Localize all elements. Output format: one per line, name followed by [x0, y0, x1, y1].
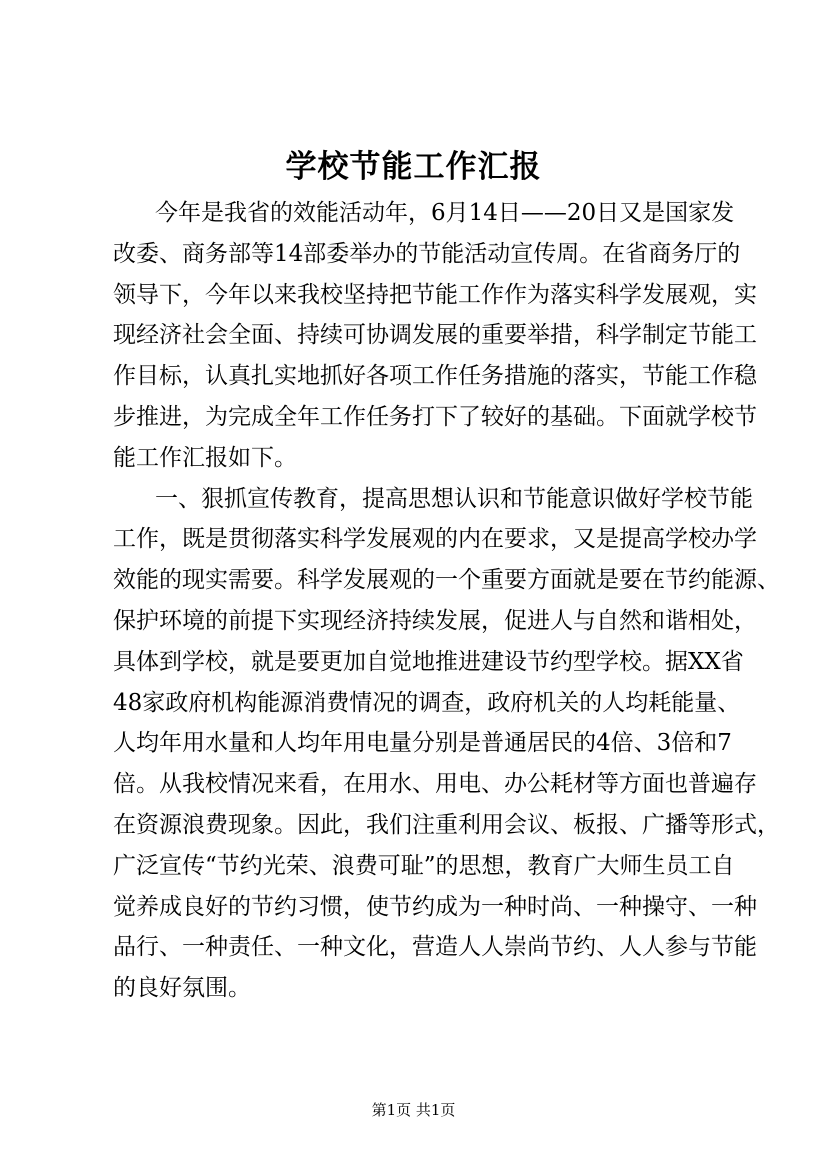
paragraph-1-line: 现经济社会全面、持续可协调发展的重要举措，科学制定节能工 [113, 322, 757, 349]
document-body [113, 193, 780, 1009]
paragraph-2-line: 工作，既是贯彻落实科学发展观的内在要求，又是提高学校办学 [113, 526, 757, 553]
paragraph-1-line: 能工作汇报如下。 [113, 444, 297, 471]
paragraph-2-line: 品行、一种责任、一种文化，营造人人崇尚节约、人人参与节能 [113, 934, 757, 961]
paragraph-2-line: 一、狠抓宣传教育，提高思想认识和节能意识做好学校节能 [155, 485, 753, 512]
paragraph-1-line: 改委、商务部等14部委举办的节能活动宣传周。在省商务厅的 [113, 240, 741, 267]
paragraph-2-line: 具体到学校，就是要更加自觉地推进建设节约型学校。据XX省 [113, 648, 744, 675]
paragraph-2-line: 倍。从我校情况来看，在用水、用电、办公耗材等方面也普遍存 [113, 771, 757, 798]
paragraph-2-line: 人均年用水量和人均年用电量分别是普通居民的4倍、3倍和7 [113, 730, 732, 757]
paragraph-2-line: 觉养成良好的节约习惯，使节约成为一种时尚、一种操守、一种 [113, 893, 757, 920]
paragraph-2-line: 广泛宣传“节约光荣、浪费可耻”的思想，教育广大师生员工自 [113, 852, 735, 879]
paragraph-2-line: 的良好氛围。 [113, 975, 251, 1002]
paragraph-2-line: 在资源浪费现象。因此，我们注重利用会议、板报、广播等形式， [113, 811, 780, 838]
paragraph-2-line: 效能的现实需要。科学发展观的一个重要方面就是要在节约能源、 [113, 567, 780, 594]
paragraph-2-line: 保护环境的前提下实现经济持续发展，促进人与自然和谐相处， [113, 607, 757, 634]
page-number-footer: 第1页 共1页 [371, 1101, 456, 1119]
paragraph-1-line: 今年是我省的效能活动年，6月14日——20日又是国家发 [155, 200, 735, 226]
paragraph-2-line: 48家政府机构能源消费情况的调查，政府机关的人均耗能量、 [113, 689, 741, 716]
paragraph-1-line: 作目标，认真扎实地抓好各项工作任务措施的落实，节能工作稳 [113, 363, 757, 390]
document-title: 学校节能工作汇报 [285, 149, 542, 185]
paragraph-1-line: 步推进，为完成全年工作任务打下了较好的基础。下面就学校节 [113, 403, 757, 430]
paragraph-1-line: 领导下，今年以来我校坚持把节能工作作为落实科学发展观，实 [113, 281, 757, 308]
